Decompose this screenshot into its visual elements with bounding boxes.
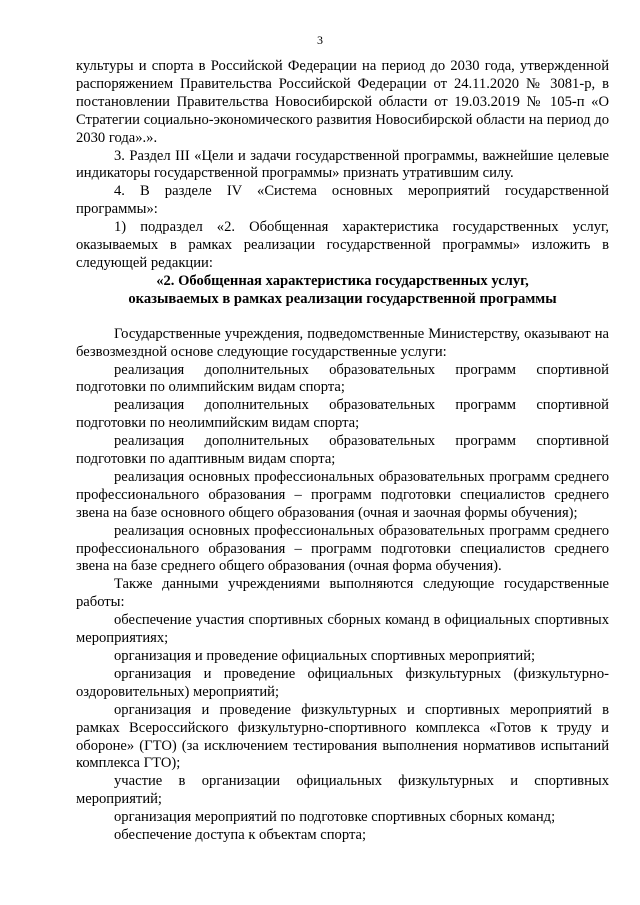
list-item-service: реализация дополнительных образовательных программ спортивной подготовки по неолимпийским видам спорта; bbox=[76, 397, 609, 432]
list-item-service: реализация дополнительных образовательных программ спортивной подготовки по адаптивным видам спорта; bbox=[76, 433, 609, 468]
section-heading-line-2: оказываемых в рамках реализации государственной программы bbox=[128, 290, 557, 307]
list-item-work: организация и проведение официальных физкультурных (физкультурно-оздоровительных) мероприятий; bbox=[76, 665, 609, 700]
spacer bbox=[76, 309, 609, 326]
list-item-work: участие в организации официальных физкультурных и спортивных мероприятий; bbox=[76, 773, 609, 808]
list-item-work: обеспечение доступа к объектам спорта; bbox=[114, 827, 367, 844]
paragraph-services-intro: Государственные учреждения, подведомственные Министерству, оказывают на безвозмездной основе следующие государственные услуги: bbox=[76, 325, 609, 360]
list-item-work: организация и проведение официальных спортивных мероприятий; bbox=[114, 648, 536, 664]
list-item-service: реализация основных профессиональных образовательных программ среднего профессионального образования – программ подготовки специалистов среднего звена на базе среднего общего образования (очная форма обучения). bbox=[76, 522, 609, 575]
list-item-work: обеспечение участия спортивных сборных команд в официальных спортивных мероприятиях; bbox=[76, 612, 609, 647]
list-item-work: организация мероприятий по подготовке спортивных сборных команд; bbox=[114, 809, 556, 826]
list-item-work: организация и проведение физкультурных и спортивных мероприятий в рамках Всероссийского физкультурно-спортивного комплекса «Готов к труду и обороне» (ГТО) (за исключением тестирования выполнения нормативов испытаний комплекса ГТО); bbox=[76, 701, 609, 772]
paragraph-subitem-1: 1) подраздел «2. Обобщенная характеристика государственных услуг, оказываемых в рамках реализации государственной программы» изложить в следующей редакции: bbox=[76, 219, 609, 271]
document-body bbox=[76, 58, 609, 845]
section-heading bbox=[76, 273, 609, 309]
section-heading-line-1: «2. Обобщенная характеристика государственных услуг, bbox=[156, 272, 529, 289]
page-number: 3 bbox=[317, 33, 323, 47]
paragraph-continuation: культуры и спорта в Российской Федерации на период до 2030 года, утвержденной распоряжением Правительства Российской Федерации от 24.11.2020 № 3081-р, в постановлении Правительства Новосибирской области от 19.03.2019 № 105-п «О Стратегии социально-экономического развития Новосибирской области на период до 2030 года».». bbox=[76, 58, 609, 146]
paragraph-item-3: 3. Раздел III «Цели и задачи государственной программы, важнейшие целевые индикаторы государственной программы» признать утратившим силу. bbox=[76, 147, 609, 182]
paragraph-item-4: 4. В разделе IV «Система основных мероприятий государственной программы»: bbox=[76, 183, 609, 218]
list-item-service: реализация дополнительных образовательных программ спортивной подготовки по олимпийским видам спорта; bbox=[76, 361, 609, 396]
list-item-service: реализация основных профессиональных образовательных программ среднего профессионального образования – программ подготовки специалистов среднего звена на базе основного общего образования (очная и заочная формы обучения); bbox=[76, 468, 609, 521]
paragraph-works-intro: Также данными учреждениями выполняются следующие государственные работы: bbox=[76, 576, 609, 611]
